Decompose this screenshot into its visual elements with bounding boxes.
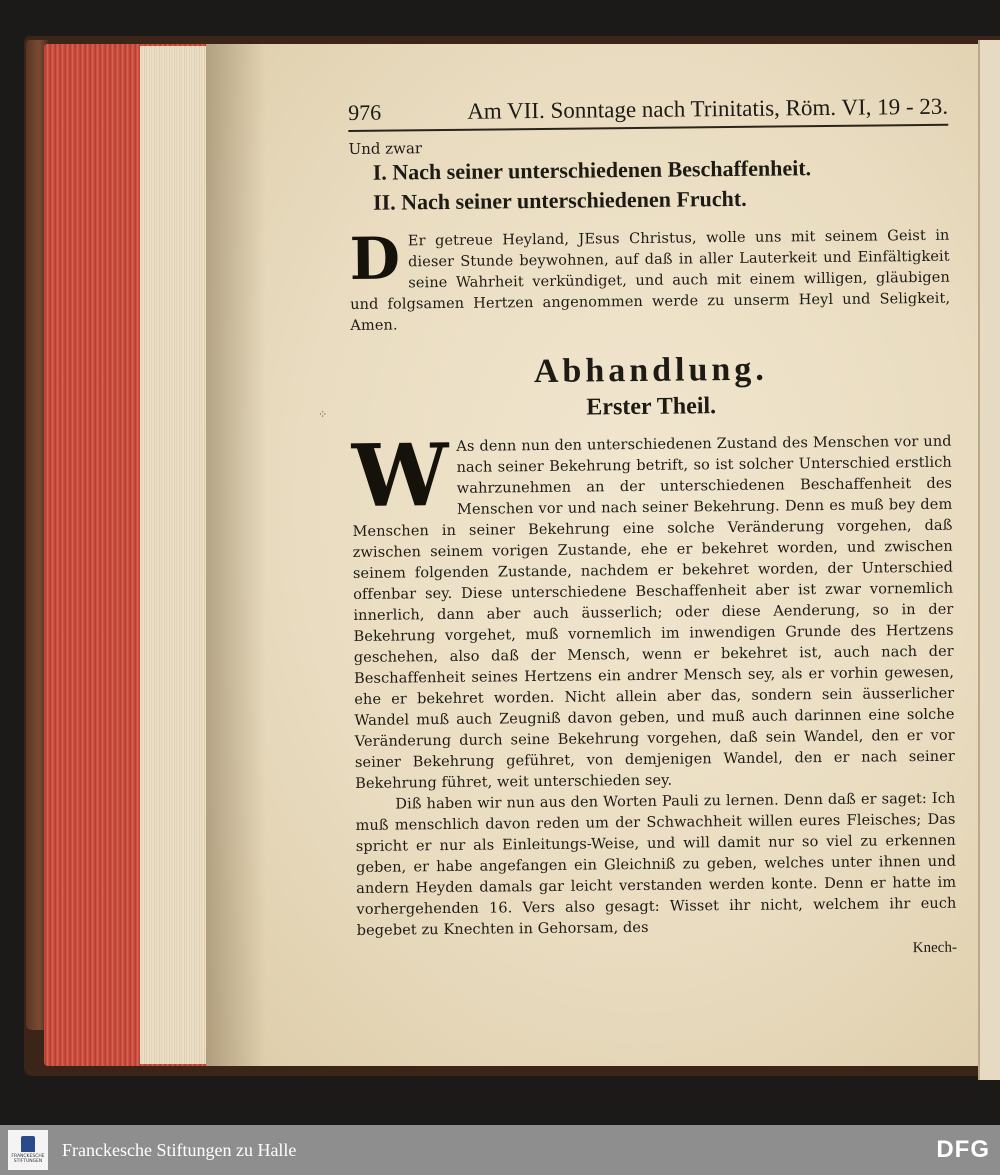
catchword: Knech- (912, 939, 957, 957)
prayer-paragraph (349, 226, 950, 337)
building-icon (21, 1136, 35, 1152)
division-text: Nach seiner unterschiedenen Beschaffenheit. (392, 155, 812, 185)
body-dropcap: W (351, 424, 450, 527)
division-item (373, 182, 949, 218)
intro-line: Und zwar (348, 139, 423, 158)
page-text-block (348, 94, 957, 963)
page-number: 976 (348, 99, 382, 125)
running-title: Am VII. Sonntage nach Trinitatis, Röm. VI, 19 - 23. (467, 93, 949, 124)
division-numeral: I. (372, 159, 387, 185)
page-edges-inner (140, 46, 214, 1064)
dfg-logo[interactable]: DFG (936, 1136, 990, 1163)
institution-logo[interactable] (8, 1130, 48, 1170)
viewer-footer (0, 1125, 1000, 1175)
body-text-2: Diß haben wir nun aus den Worten Pauli zu lernen. Denn daß er saget: Ich muß menschlich davon reden um der Schwachheit willen eures Fleisches; Das spricht er nur als Einleitungs-Weise, und will damit nur so viel zu erkennen geben, er habe angefangen ein Gleichniß zu geben, welches unter ihnen und andern Heyden damals gar leicht verstanden werden konte. Denn er hatte im vorhergehenden 16. Vers also gesagt: Wisset ihr nicht, welchem ihr euch begebet zu Knechten in Gehorsam, des (355, 790, 957, 939)
body-paragraph (355, 789, 957, 942)
institution-name[interactable]: Franckesche Stiftungen zu Halle (62, 1139, 297, 1160)
body-text-1: As denn nun den unterschiedenen Zustand des Menschen vor und nach seiner Bekehrung betrift, so ist solcher Unterschied erstlich wahrzunehmen an der unterschiedenen Beschaffenheit des Menschen vor und nach seiner Bekehrung. Denn es muß bey dem Menschen in seiner Bekehrung eine solche Veränderung vorgehen, daß zwischen seinem vorigen Zustande, ehe er bekehret worden, und zwischen seinem folgenden Zustande, nachdem er bekehret worden, der Unterschied offenbar sey. Diese unterschiedene Beschaffenheit aber ist zwar vornemlich innerlich, dann aber auch äusserlich; oder diese Aenderung, so in der Bekehrung vorgehet, muß vornemlich im inwendigen Grunde des Hertzens geschehen, also daß der Mensch, wenn er bekehret ist, auch nach der Beschaffenheit seines Hertzens ein andrer Mensch sey, als er vorhin gewesen, ehe er bekehret worden. Nicht allein aber das, sondern sein äusserlicher Wandel muß auch Zeugniß davon geben, und muß auch darinnen eine solche Veränderung durch seine Bekehrung vorgehen, daß sein Wandel, den er vor seiner Bekehrung geführet, von demjenigen Wandel, den er nach seiner Bekehrung führet, weit unterschieden sey. (352, 433, 955, 792)
margin-mark-icon: ⁘ (318, 409, 328, 421)
facing-page-edge (978, 40, 1000, 1080)
body-paragraph (351, 424, 956, 795)
section-subheading: Erster Theil. (586, 393, 717, 421)
prayer-dropcap: D (349, 224, 401, 293)
running-head (348, 94, 948, 132)
division-text: Nach seiner unterschiedenen Frucht. (401, 185, 747, 215)
prayer-text: Er getreue Heyland, JEsus Christus, wolle uns mit seinem Geist in dieser Stunde beywohnen, auf daß in aller Lauterkeit und Einfältigkeit seine Wahrheit verkündiget, und auch mit einem willigen, gläubigen und folgsamen Hertzen angenommen werde zu unserm Heyl und Seligkeit, Amen. (350, 227, 951, 334)
division-numeral: II. (372, 189, 396, 215)
gutter-shadow (206, 44, 266, 1066)
section-heading: Abhandlung. (533, 350, 769, 391)
logo-text: FRANCKESCHE STIFTUNGEN (11, 1154, 45, 1164)
